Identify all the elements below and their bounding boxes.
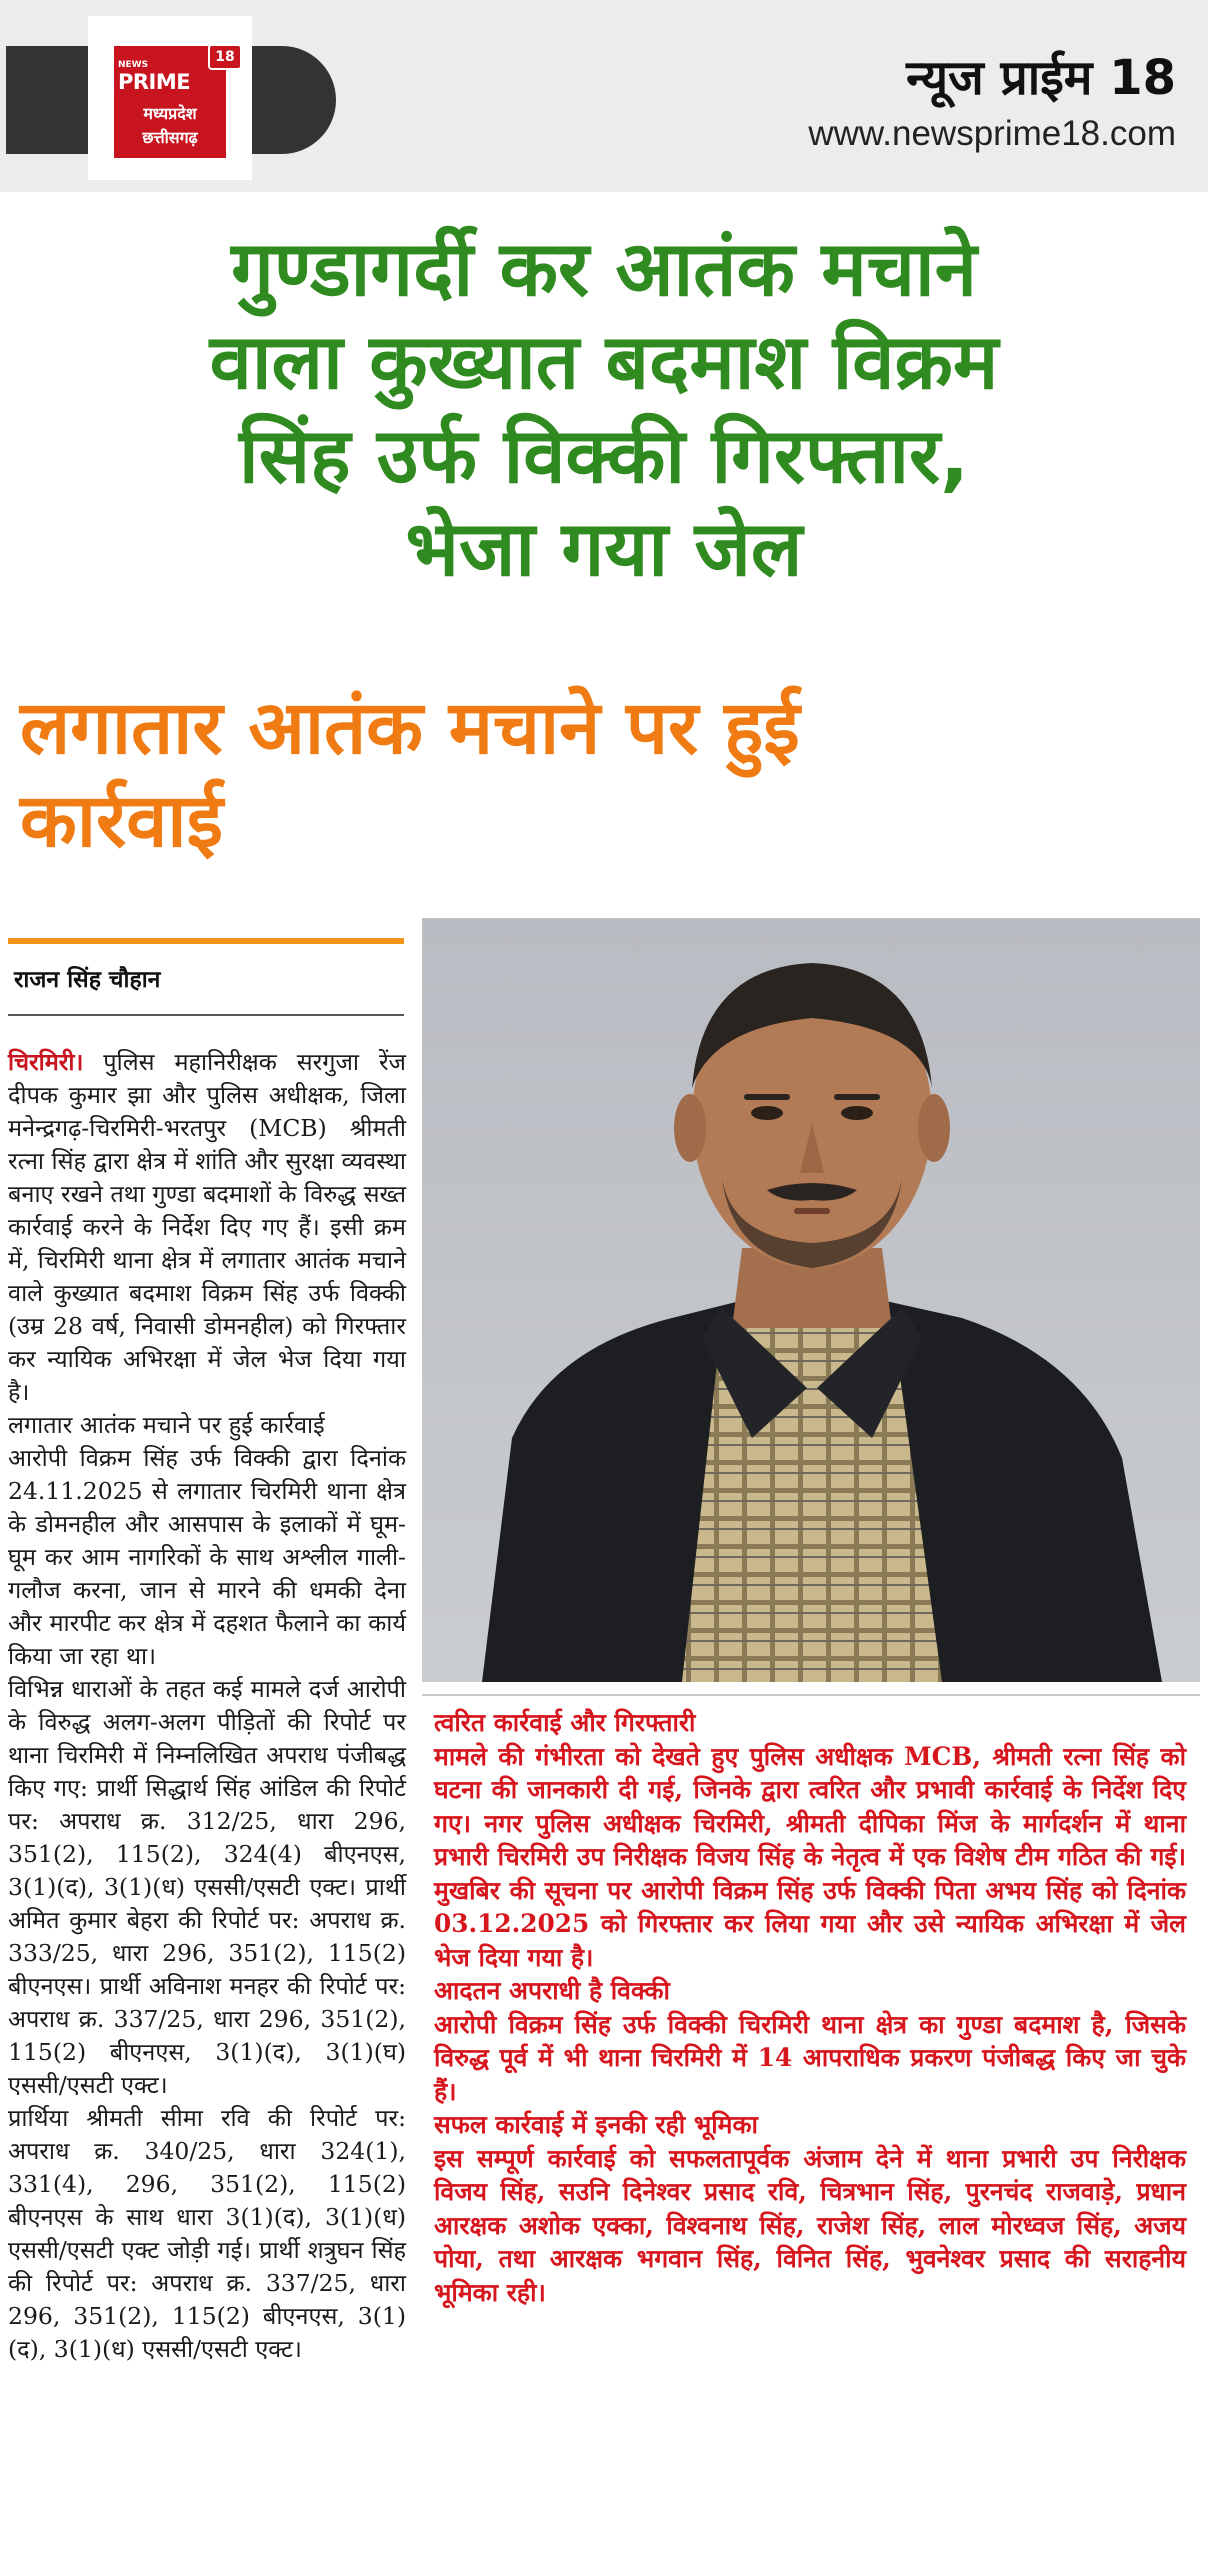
paragraph: प्रार्थिया श्रीमती सीमा रवि की रिपोर्ट पर: अपराध क्र. 340/25, धारा 324(1), 331(4), 296, 351(2), 115(2) बीएनएस के साथ धारा 3(1)(द), 3(1)(ध) एससी/एसटी एक्ट जोड़ी गई। प्रार्थी शत्रुघन सिंह की रिपोर्ट पर: अपराध क्र. 337/25, धारा 296, 351(2), 115(2) बीएनएस, 3(1)(द), 3(1)(ध) एससी/एसटी एक्ट। [8, 2104, 406, 2363]
paragraph: आरोपी विक्रम सिंह उर्फ विक्की द्वारा दिनांक 24.11.2025 से लगातार चिरमिरी थाना क्षेत्र के डोमनहील और आसपास के इलाकों में घूम-घूम कर आम नागरिकों के साथ अश्लील गाली-गलौज करना, जान से मारने की धमकी देना और मारपीट कर क्षेत्र में दहशत फैलाने का कार्य किया जा रहा था। [8, 1444, 406, 1670]
section-heading: सफल कार्रवाई में इनकी रही भूमिका [434, 2110, 758, 2139]
paragraph-text: पुलिस महानिरीक्षक सरगुजा रेंज दीपक कुमार झा और पुलिस अधीक्षक, जिला मनेन्द्रगढ़-चिरमिरी-भरतपुर (MCB) श्रीमती रत्ना सिंह द्वारा क्षेत्र में शांति और सुरक्षा व्यवस्था बनाए रखने तथा गुण्डा बदमाशों के विरुद्ध सख्त कार्रवाई करने के निर्देश दिए गए हैं। इसी क्रम में, चिरमिरी थाना क्षेत्र में लगातार आतंक मचाने वाले कुख्यात बदमाश विक्रम सिंह उर्फ विक्की (उम्र 28 वर्ष, निवासी डोमनहील) को गिरफ्तार कर न्यायिक अभिरक्षा में जेल भेज दिया गया है। [8, 1048, 406, 1406]
byline-rule-top [8, 938, 404, 944]
website-url: www.newsprime18.com [808, 114, 1176, 153]
sub-headline [20, 682, 1190, 868]
logo-number-badge: 18 [208, 44, 242, 70]
logo-news-text: NEWS [118, 60, 149, 70]
paragraph [8, 1046, 406, 1409]
news-prime-logo [88, 16, 252, 180]
section-heading: लगातार आतंक मचाने पर हुई कार्रवाई [8, 1411, 325, 1439]
column-separator [422, 1694, 1200, 1696]
logo-prime-text: PRIME [118, 70, 191, 94]
subhead-line: कार्रवाई [20, 778, 223, 865]
paragraph: मामले की गंभीरता को देखते हुए पुलिस अधीक्षक MCB, श्रीमती रत्ना सिंह को घटना की जानकारी दी गई, जिनके द्वारा त्वरित और प्रभावी कार्रवाई के निर्देश दिए गए। नगर पुलिस अधीक्षक चिरमिरी, श्रीमती दीपिका मिंज के मार्गदर्शन में थाना प्रभारी चिरमिरी उप निरीक्षक विजय सिंह के नेतृत्व में एक विशेष टीम गठित की गई। मुखबिर की सूचना पर आरोपी विक्रम सिंह उर्फ विक्की पिता अभय सिंह को दिनांक 03.12.2025 को गिरफ्तार कर लिया गया और उसे न्यायिक अभिरक्षा में जेल भेज दिया गया है। [434, 1741, 1186, 1972]
paragraph: विभिन्न धाराओं के तहत कई मामले दर्ज आरोपी के विरुद्ध अलग-अलग पीड़ितों की रिपोर्ट पर थाना चिरमिरी में निम्नलिखित अपराध पंजीबद्ध किए गए: प्रार्थी सिद्धार्थ सिंह आंडिल की रिपोर्ट पर: अपराध क्र. 312/25, धारा 296, 351(2), 115(2), 324(4) बीएनएस, 3(1)(द), 3(1)(ध) एससी/एसटी एक्ट। प्रार्थी अमित कुमार बेहरा की रिपोर्ट पर: अपराध क्र. 333/25, धारा 296, 351(2), 115(2) बीएनएस। प्रार्थी अविनाश मनहर की रिपोर्ट पर: अपराध क्र. 337/25, धारा 296, 351(2), 115(2) बीएनएस, 3(1)(द), 3(1)(घ) एससी/एसटी एक्ट। [8, 1675, 406, 2099]
article-body-right [434, 1706, 1186, 2309]
headline-line: भेजा गया जेल [405, 504, 803, 594]
accused-photo-illustration [422, 918, 1200, 1682]
masthead [0, 0, 1208, 192]
main-headline [20, 222, 1188, 596]
byline-rule-bottom [8, 1014, 404, 1016]
accused-photo [422, 918, 1200, 1682]
section-heading: आदतन अपराधी है विक्की [434, 1976, 670, 2005]
paragraph: इस सम्पूर्ण कार्रवाई को सफलतापूर्वक अंजाम देने में थाना प्रभारी उप निरीक्षक विजय सिंह, सउनि दिनेश्वर प्रसाद रवि, चित्रभान सिंह, पुरनचंद राजवाड़े, प्रधान आरक्षक अशोक एक्का, विश्वनाथ सिंह, राजेश सिंह, लाल मोरध्वज सिंह, अजय पोया, तथा आरक्षक भगवान सिंह, विनित सिंह, भुवनेश्वर प्रसाद की सराहनीय भूमिका रही। [434, 2143, 1186, 2307]
dateline: चिरमिरी। [8, 1048, 84, 1076]
logo-state-madhyapradesh: मध्यप्रदेश [143, 104, 197, 123]
author-byline: राजन सिंह चौहान [14, 967, 161, 993]
headline-line: गुण्डागर्दी कर आतंक मचाने [231, 224, 977, 313]
headline-line: वाला कुख्यात बदमाश विक्रम [209, 317, 999, 407]
subhead-line: लगातार आतंक मचाने पर हुई [20, 685, 800, 771]
section-heading: त्वरित कार्रवाई और गिरफ्तारी [434, 1708, 696, 1737]
paragraph: आरोपी विक्रम सिंह उर्फ विक्की चिरमिरी थाना क्षेत्र का गुण्डा बदमाश है, जिसके विरुद्ध पूर्व में भी थाना चिरमिरी में 14 आपराधिक प्रकरण पंजीबद्ध किए जा चुके हैं। [434, 2009, 1186, 2106]
article-body-left [8, 1046, 406, 2366]
logo-state-chhattisgarh: छत्तीसगढ़ [142, 128, 198, 147]
brand-name: न्यूज प्राईम 18 [906, 50, 1176, 106]
headline-line: सिंह उर्फ विक्की गिरफ्तार, [239, 410, 969, 500]
